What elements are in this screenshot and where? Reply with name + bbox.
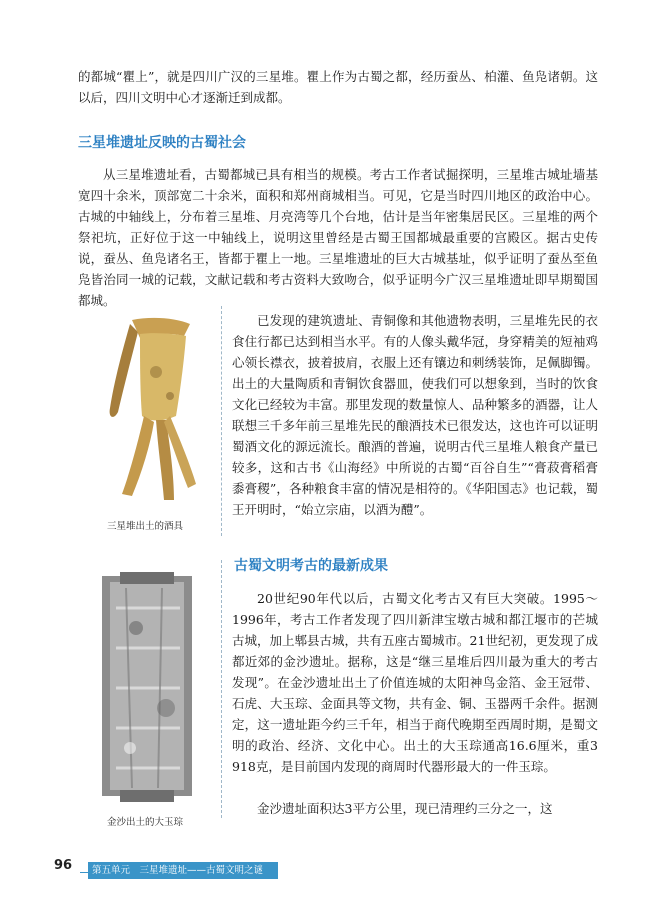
section-heading-sanxingdui-society: 三星堆遗址反映的古蜀社会 bbox=[78, 135, 246, 151]
wine-vessel-caption: 三星堆出土的酒具 bbox=[106, 521, 183, 532]
column-divider-1 bbox=[221, 306, 222, 536]
intro-paragraph: 的都城“瞿上”，就是四川广汉的三星堆。瞿上作为古蜀之都，经历蚕丛、柏灌、鱼凫诸朝。这以后，四川文明中心才逐渐迁到成都。 bbox=[78, 69, 598, 105]
section1-paragraph-1: 从三星堆遗址看，古蜀都城已具有相当的规模。考古工作者试掘探明，三星堆古城址墙基宽四十余米，顶部宽二十余米，面积和郑州商城相当。可见，它是当时四川地区的政治中心。古城的中轴线上，分布着三星堆、月亮湾等几个台地，估计是当年密集居民区。三星堆的两个祭祀坑，正好位于这一中轴线上，说明这里曾经是古蜀王国都城最重要的宫殿区。据古史传说，蚕丛、鱼凫诸名王，皆都于瞿上一地。三星堆遗址的巨大古城基址，似乎证明了蚕丛至鱼凫皆治同一城的记载，文献记载和考古资料大致吻合，似乎证明今广汉三星堆遗址即早期蜀国都城。 bbox=[78, 167, 598, 308]
wine-vessel-image bbox=[92, 312, 202, 512]
wine-vessel-figure bbox=[92, 312, 202, 512]
section-heading-latest-findings: 古蜀文明考古的最新成果 bbox=[234, 558, 388, 574]
section2-paragraph-1: 20世纪90年代以后，古蜀文化考古又有巨大突破。1995～1996年，考古工作者发现了四川新津宝墩古城和都江堰市的芒城古城，加上郫县古城，共有五座古蜀城市。21世纪初，更发现了成都近郊的金沙遗址。据称，这是“继三星堆后四川最为重大的考古发现”。在金沙遗址出土了价值连城的太阳神鸟金箔、金王冠带、石虎、大玉琮、金面具等文物，共有金、铜、玉器两千余件。据测定，这一遗址距今约三千年，相当于商代晚期至西周时期，是蜀文明的政治、经济、文化中心。出土的大玉琮通高16.6厘米，重3 918克，是目前国内发现的商周时代器形最大的一件玉琮。 bbox=[232, 591, 598, 774]
jade-cong-caption: 金沙出土的大玉琮 bbox=[106, 817, 183, 828]
page-number: 96 bbox=[54, 858, 73, 873]
section1-paragraph-2: 已发现的建筑遗址、青铜像和其他遗物表明，三星堆先民的衣食住行都已达到相当水平。有的人像头戴华冠，身穿精美的短袖鸡心领长襟衣，披着披肩，衣服上还有镶边和刺绣装饰，足佩脚镯。出土的大量陶质和青铜饮食器皿，使我们可以想象到，当时的饮食文化已经较为丰富。那里发现的数量惊人、品种繁多的酒器，让人联想三千多年前三星堆先民的酿酒技术已很发达，这也许可以证明蜀酒文化的源远流长。酿酒的普遍，说明古代三星堆人粮食产量已较多，这和古书《山海经》中所说的古蜀“百谷自生”“膏菽膏稻膏黍膏稷”，各种粮食丰富的情况是相符的。《华阳国志》也记载，蜀王开明时，“始立宗庙，以酒为醴”。 bbox=[232, 313, 598, 517]
jade-cong-image bbox=[96, 568, 198, 804]
column-divider-2 bbox=[221, 560, 222, 818]
jade-cong-figure bbox=[96, 568, 198, 804]
footer-unit-title: 第五单元 三星堆遗址——古蜀文明之谜 bbox=[92, 865, 264, 876]
section2-paragraph-2: 金沙遗址面积达3平方公里，现已清理约三分之一，这 bbox=[257, 801, 553, 816]
